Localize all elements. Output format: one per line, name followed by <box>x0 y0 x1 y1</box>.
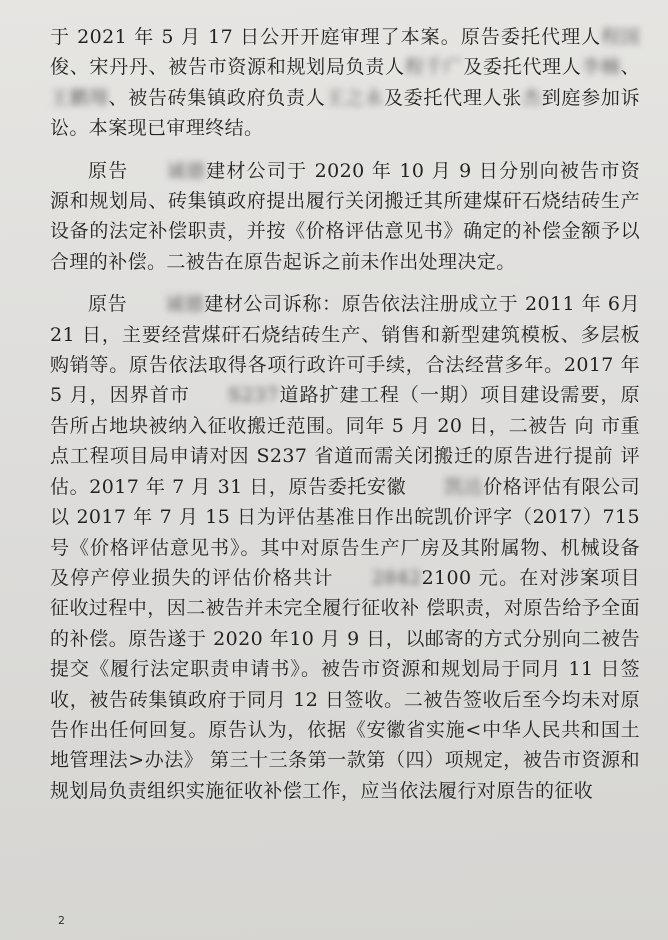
text-segment: 厂房及其附属物、机械设备及停产停业损失的评估价格共计 <box>50 536 640 589</box>
redacted-name: 王之永 <box>325 86 384 109</box>
text-segment: 、 <box>620 56 641 79</box>
redacted-name: 诚德 <box>165 293 205 316</box>
text-segment: 原告 <box>88 293 128 316</box>
text-segment: 生产设备的法定补偿职责，并按《价格评估意见书》确定的补 <box>50 190 640 243</box>
document-body <box>50 22 640 806</box>
text-line <box>88 293 620 315</box>
text-segment: 人 <box>561 56 582 79</box>
text-segment: 回复。原告认为，依据《安徽省实施<中华人民共和国土地管理 <box>50 718 640 772</box>
redacted-name: 凯达 <box>444 475 484 498</box>
redacted-name: 李楠 <box>581 56 621 79</box>
text-segment: 建材公司于 2020 年 10 月 9 日分别向被告市资源 <box>50 159 640 213</box>
text-segment: 的原告进行提前 评估。2017 年 7 月 31 日，原告委托安徽 <box>50 445 641 498</box>
text-segment: 行征收补 偿职责，对原告给予全面的补偿。原告遂于 2020 年 <box>50 597 640 650</box>
text-segment: 请书》。被告市资源和规划局于同月 11 日签收，被告砖集镇政 <box>50 658 640 711</box>
text-segment: 划局负责组织实施征收补偿工作，应当依法履行对原告的征收 <box>69 779 594 802</box>
paragraph-2 <box>50 156 640 278</box>
redacted-name: 王鹏翔 <box>50 86 109 109</box>
redacted-name: 2842 <box>371 566 422 589</box>
redacted-name: 程 <box>601 26 621 48</box>
text-segment: 偿金额予以合理的补偿。二被告在原告起诉之前未作出处理决 <box>50 220 640 273</box>
text-segment: 价格评估有限公司以 2017 年 7 月 15 日为评估基准日作出皖凯 <box>50 475 640 529</box>
text-segment: 年。2017 年 5 月，因界首市 <box>50 354 640 407</box>
text-segment: 法>办法》 第三十三条第一款第（四）项规定，被告市资源和规 <box>50 749 640 802</box>
text-line <box>477 251 516 273</box>
text-line <box>50 26 621 48</box>
redacted-name: S237 <box>227 384 279 407</box>
text-segment: 建材公司诉称：原告依法注册成立于 2011 年 6 <box>204 293 621 316</box>
text-segment: 到庭参加诉讼。本案现已审理终结。 <box>50 86 640 140</box>
text-segment: 原告 <box>88 159 129 182</box>
redacted-name: 程千广 <box>404 56 463 79</box>
text-segment: 月 21 日，主要经营煤矸石烧结砖生产、销售和新型建筑模板、 <box>50 293 641 346</box>
text-segment: 10 月 9 日，以邮寄的方式分别向二被告提交《履行法定职责申 <box>50 627 640 681</box>
text-segment: 于 2021 年 5 月 17 日公开开庭审理了本案。原告委托代理人 <box>50 26 602 48</box>
text-segment: 定。 <box>476 250 516 273</box>
text-segment: 俊、宋丹丹、被告市资源和规划局负责人 <box>50 56 405 79</box>
redacted-name: 诚德 <box>166 159 206 182</box>
text-segment: 和规划局、砖集镇政府提出履行关闭搬迁其所建煤矸石烧结砖 <box>69 190 601 213</box>
redacted-name: 国 <box>620 26 640 48</box>
text-line <box>70 190 601 212</box>
text-segment: 被告 向 市重点工程项目局申请对因 S237 省道而需关闭搬迁 <box>50 414 640 468</box>
paragraph-3 <box>50 289 640 806</box>
text-segment: 多层板购销等。原告依法取得各项行政许可手续，合法经营多 <box>50 323 641 377</box>
text-segment: 需要，原告所占地块被纳入征收搬迁范围。同年 5 月 20 日，二 <box>50 384 640 437</box>
text-line <box>69 780 593 802</box>
text-segment: 及委托代理人 <box>383 86 503 109</box>
text-segment: 、被告砖集镇政府负责人 <box>108 86 326 109</box>
paragraph-1 <box>50 22 640 144</box>
text-segment: 府于同月 12 日签收。二被告签收后至今均未对原告作出任何 <box>50 688 641 741</box>
text-segment: 及委托代理 <box>462 56 562 79</box>
text-segment: 张 <box>502 86 522 109</box>
text-segment: 道路扩建工程（一期）项目建设 <box>278 384 561 407</box>
text-segment: 2100 元。在对涉案项目征收过程中，因二被告并未完全履 <box>50 566 641 620</box>
redacted-name: 杰 <box>521 86 542 109</box>
text-segment: 价评字（2017）715 号《价格评估意见书》。其中对原告生产 <box>50 506 640 559</box>
page-number: 2 <box>58 914 65 927</box>
